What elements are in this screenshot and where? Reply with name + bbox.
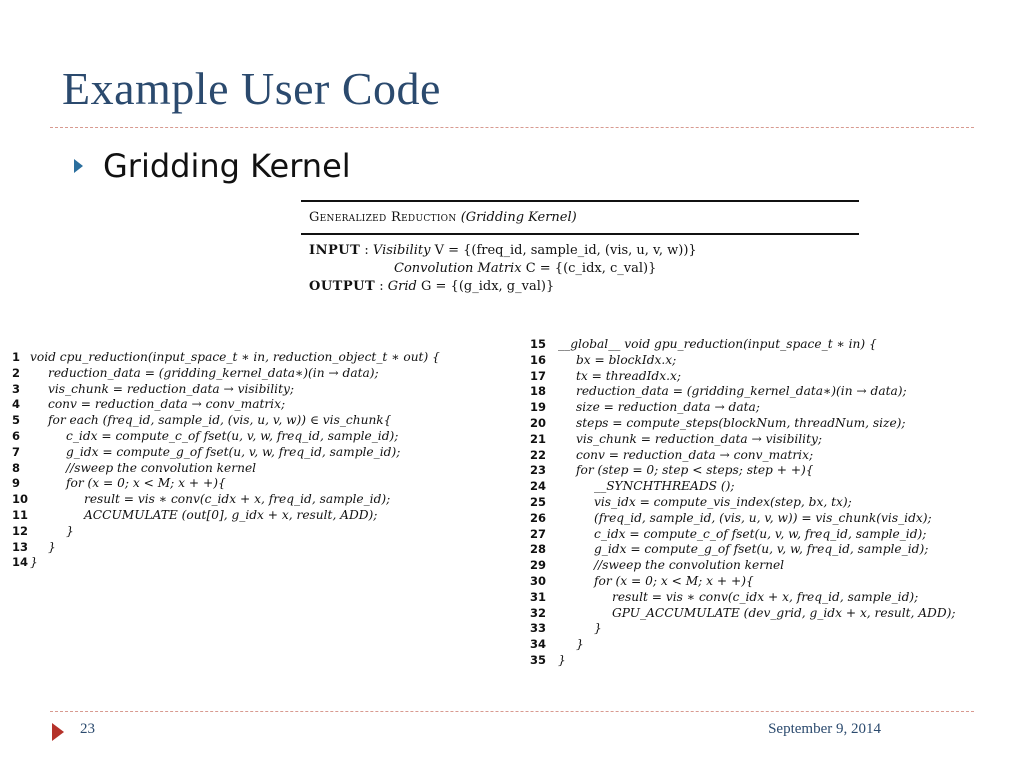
code-line xyxy=(12,413,522,429)
input-line-1: INPUT : Visibility V = {(freq_id, sample_id, (vis, u, v, w))} xyxy=(309,243,697,258)
code-line xyxy=(530,369,1018,385)
line-number: 32 xyxy=(530,605,547,620)
code-text: } xyxy=(30,555,38,570)
code-line xyxy=(12,382,522,398)
code-text: reduction_data = (gridding_kernel_data∗)(in → data); xyxy=(48,365,379,380)
line-number: 14 xyxy=(12,555,29,570)
line-number: 29 xyxy=(530,558,547,573)
bullet-item xyxy=(74,144,351,188)
code-text: for (x = 0; x < M; x + +){ xyxy=(594,573,754,588)
code-line xyxy=(530,337,1018,353)
output-type: Grid xyxy=(387,279,417,294)
code-text: conv = reduction_data → conv_matrix; xyxy=(48,397,286,412)
code-line xyxy=(530,353,1018,369)
code-text: vis_chunk = reduction_data → visibility; xyxy=(48,381,294,396)
input-1-def: V = {(freq_id, sample_id, (vis, u, v, w))} xyxy=(434,243,697,258)
line-number: 8 xyxy=(12,460,21,475)
code-text: c_idx = compute_c_of fset(u, v, w, freq_id, sample_id); xyxy=(594,526,927,541)
input-2-def: C = {(c_idx, c_val)} xyxy=(525,261,657,276)
code-text: __global__ void gpu_reduction(input_space_t ∗ in) { xyxy=(558,337,877,351)
code-line xyxy=(530,495,1018,511)
code-text: for (x = 0; x < M; x + +){ xyxy=(66,476,226,491)
code-text: } xyxy=(66,523,74,538)
input-2-type: Convolution Matrix xyxy=(394,261,522,276)
footer-triangle-icon xyxy=(52,723,64,741)
line-number: 17 xyxy=(530,368,547,383)
code-line xyxy=(12,508,522,524)
code-line xyxy=(12,476,522,492)
code-line xyxy=(12,461,522,477)
algorithm-io xyxy=(301,243,859,297)
line-number: 2 xyxy=(12,365,21,380)
code-text: reduction_data = (gridding_kernel_data∗)(in → data); xyxy=(576,384,907,399)
line-number: 20 xyxy=(530,415,547,430)
line-number: 35 xyxy=(530,652,547,667)
code-line xyxy=(530,542,1018,558)
line-number: 24 xyxy=(530,479,547,494)
output-label: OUTPUT xyxy=(309,279,376,294)
code-line xyxy=(530,384,1018,400)
output-line: OUTPUT : Grid G = {(g_idx, g_val)} xyxy=(309,279,555,294)
line-number: 16 xyxy=(530,352,547,367)
line-number: 5 xyxy=(12,413,21,428)
code-text: c_idx = compute_c_of fset(u, v, w, freq_id, sample_id); xyxy=(66,428,399,443)
code-text: bx = blockIdx.x; xyxy=(576,352,677,367)
line-number: 28 xyxy=(530,542,547,557)
code-text: g_idx = compute_g_of fset(u, v, w, freq_id, sample_id); xyxy=(66,444,401,459)
code-line xyxy=(530,653,1018,669)
code-text: //sweep the convolution kernel xyxy=(594,558,785,573)
code-text: (freq_id, sample_id, (vis, u, v, w)) = vis_chunk(vis_idx); xyxy=(594,510,932,525)
line-number: 23 xyxy=(530,463,547,478)
algorithm-title-name: Generalized Reduction xyxy=(309,210,457,225)
code-text: result = vis ∗ conv(c_idx + x, freq_id, sample_id); xyxy=(612,589,919,604)
line-number: 9 xyxy=(12,476,21,491)
line-number: 13 xyxy=(12,539,29,554)
line-number: 34 xyxy=(530,637,547,652)
output-def: G = {(g_idx, g_val)} xyxy=(421,279,555,294)
code-text: } xyxy=(558,652,566,667)
code-text: steps = compute_steps(blockNum, threadNum, size); xyxy=(576,415,906,430)
line-number: 10 xyxy=(12,492,29,507)
code-line xyxy=(12,555,522,571)
line-number: 3 xyxy=(12,381,21,396)
code-text: vis_chunk = reduction_data → visibility; xyxy=(576,431,822,446)
input-label: INPUT xyxy=(309,243,361,258)
slide-title: Example User Code xyxy=(62,63,441,114)
algorithm-header xyxy=(301,200,859,297)
code-line xyxy=(530,637,1018,653)
code-line xyxy=(530,574,1018,590)
line-number: 33 xyxy=(530,621,547,636)
code-line xyxy=(530,590,1018,606)
line-number: 30 xyxy=(530,573,547,588)
input-1-type: Visibility xyxy=(372,243,431,258)
input-line-2 xyxy=(309,261,859,279)
code-line xyxy=(530,416,1018,432)
line-number: 11 xyxy=(12,507,29,522)
line-number: 18 xyxy=(530,384,547,399)
code-text: void cpu_reduction(input_space_t ∗ in, reduction_object_t ∗ out) { xyxy=(30,350,440,364)
line-number: 4 xyxy=(12,397,21,412)
line-number: 1 xyxy=(12,350,21,364)
slide-date: September 9, 2014 xyxy=(768,721,881,737)
code-line xyxy=(12,397,522,413)
code-line xyxy=(530,463,1018,479)
bottom-divider xyxy=(50,711,974,712)
line-number: 15 xyxy=(530,337,547,351)
code-line xyxy=(12,366,522,382)
code-line xyxy=(12,429,522,445)
line-number: 21 xyxy=(530,431,547,446)
code-text: result = vis ∗ conv(c_idx + x, freq_id, sample_id); xyxy=(84,492,391,507)
line-number: 12 xyxy=(12,523,29,538)
code-text: //sweep the convolution kernel xyxy=(66,460,257,475)
code-text: size = reduction_data → data; xyxy=(576,400,760,415)
code-text: tx = threadIdx.x; xyxy=(576,368,681,383)
code-line xyxy=(530,511,1018,527)
bullet-text: Gridding Kernel xyxy=(103,147,351,185)
algorithm-title-subtitle: (Gridding Kernel) xyxy=(460,210,577,225)
code-text: conv = reduction_data → conv_matrix; xyxy=(576,447,814,462)
code-line xyxy=(530,448,1018,464)
code-line xyxy=(12,350,522,366)
page-number: 23 xyxy=(80,721,95,737)
algorithm-title xyxy=(301,202,859,233)
cpu-code-listing xyxy=(12,350,522,571)
code-text: g_idx = compute_g_of fset(u, v, w, freq_id, sample_id); xyxy=(594,542,929,557)
code-line xyxy=(12,492,522,508)
code-line xyxy=(530,400,1018,416)
code-text: GPU_ACCUMULATE (dev_grid, g_idx + x, result, ADD); xyxy=(612,605,956,620)
code-line xyxy=(530,621,1018,637)
code-line xyxy=(530,527,1018,543)
line-number: 26 xyxy=(530,510,547,525)
code-line xyxy=(530,558,1018,574)
line-number: 6 xyxy=(12,428,21,443)
code-text: for (step = 0; step < steps; step + +){ xyxy=(576,463,814,478)
top-divider xyxy=(50,127,974,128)
code-line xyxy=(530,432,1018,448)
line-number: 19 xyxy=(530,400,547,415)
code-text: __SYNCHTHREADS (); xyxy=(594,479,735,494)
line-number: 31 xyxy=(530,589,547,604)
algorithm-mid-rule xyxy=(301,233,859,235)
code-text: } xyxy=(594,621,602,636)
bullet-triangle-icon xyxy=(74,159,83,173)
code-line xyxy=(12,524,522,540)
code-line xyxy=(12,445,522,461)
code-line xyxy=(530,606,1018,622)
gpu-code-listing xyxy=(530,337,1018,669)
code-line xyxy=(530,479,1018,495)
line-number: 25 xyxy=(530,494,547,509)
code-text: } xyxy=(576,637,584,652)
code-line xyxy=(12,540,522,556)
line-number: 7 xyxy=(12,444,21,459)
line-number: 22 xyxy=(530,447,547,462)
line-number: 27 xyxy=(530,526,547,541)
code-text: vis_idx = compute_vis_index(step, bx, tx); xyxy=(594,494,852,509)
code-text: for each (freq_id, sample_id, (vis, u, v, w)) ∈ vis_chunk{ xyxy=(48,413,392,428)
code-text: } xyxy=(48,539,56,554)
code-text: ACCUMULATE (out[0], g_idx + x, result, ADD); xyxy=(84,507,378,522)
